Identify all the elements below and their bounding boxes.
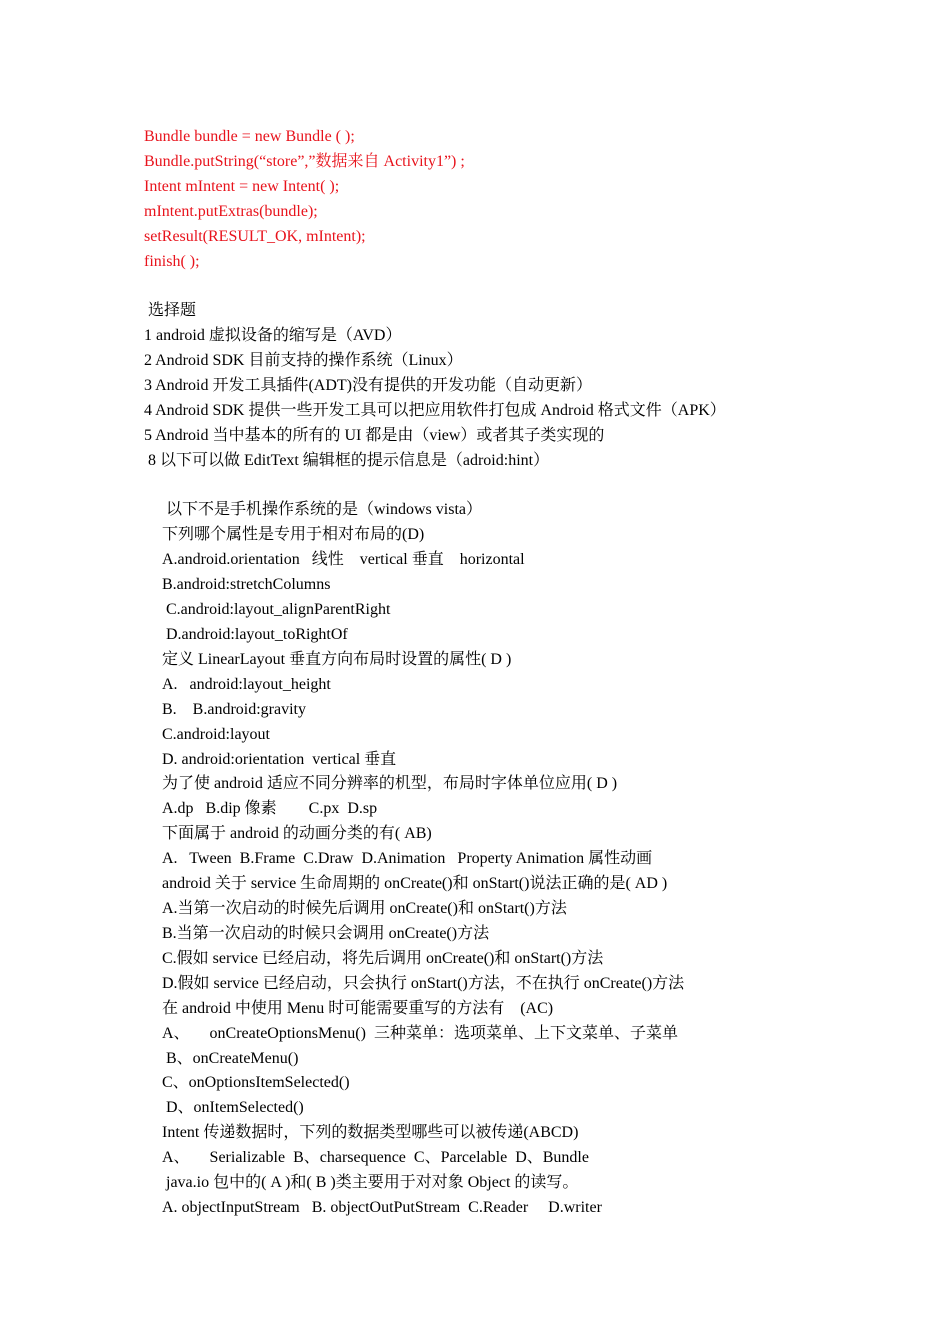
option-line: A. objectInputStream B. objectOutPutStream C.Reader D.writer (162, 1199, 602, 1216)
option-line: D、onItemSelected() (162, 1099, 304, 1116)
option-line: A. Tween B.Frame C.Draw D.Animation Property Animation 属性动画 (162, 850, 653, 867)
code-line: setResult(RESULT_OK, mIntent); (144, 228, 366, 245)
code-line: mIntent.putExtras(bundle); (144, 203, 318, 220)
code-line: Bundle bundle = new Bundle ( ); (144, 128, 355, 145)
question-line: 定义 LinearLayout 垂直方向布局时设置的属性( D ) (162, 651, 512, 668)
code-line: Intent mIntent = new Intent( ); (144, 178, 340, 195)
option-line: B、onCreateMenu() (162, 1050, 299, 1067)
code-line: finish( ); (144, 253, 200, 270)
question-line: Intent 传递数据时，下列的数据类型哪些可以被传递(ABCD) (162, 1124, 579, 1141)
option-line: A.android.orientation 线性 vertical 垂直 horizontal (162, 551, 525, 568)
option-line: A、 onCreateOptionsMenu() 三种菜单：选项菜单、上下文菜单、子菜单 (162, 1025, 678, 1042)
question-line: 下列哪个属性是专用于相对布局的(D) (162, 526, 425, 543)
option-line: D. android:orientation vertical 垂直 (162, 751, 397, 768)
question-line: 以下不是手机操作系统的是（windows vista） (162, 501, 483, 518)
question-line: java.io 包中的( A )和( B )类主要用于对对象 Object 的读写。 (162, 1174, 579, 1191)
code-line: Bundle.putString(“store”,”数据来自 Activity1”) ; (144, 153, 465, 170)
question-line: android 关于 service 生命周期的 onCreate()和 onStart()说法正确的是( AD ) (162, 875, 668, 892)
option-line: A、 Serializable B、charsequence C、Parcelable D、Bundle (162, 1149, 589, 1166)
question-item: 3 Android 开发工具插件(ADT)没有提供的开发功能（自动更新） (144, 377, 592, 394)
option-line: D.假如 service 已经启动，只会执行 onStart()方法，不在执行 onCreate()方法 (162, 975, 685, 992)
section-heading: 选择题 (144, 302, 197, 319)
option-line: C、onOptionsItemSelected() (162, 1074, 350, 1091)
option-line: A. android:layout_height (162, 676, 331, 693)
question-item: 1 android 虚拟设备的缩写是（AVD） (144, 327, 402, 344)
option-line: B. B.android:gravity (162, 701, 306, 718)
question-line: 在 android 中使用 Menu 时可能需要重写的方法有 (AC) (162, 1000, 554, 1017)
question-item: 8 以下可以做 EditText 编辑框的提示信息是（adroid:hint） (144, 452, 550, 469)
option-line: C.假如 service 已经启动，将先后调用 onCreate()和 onStart()方法 (162, 950, 604, 967)
option-line: B.当第一次启动的时候只会调用 onCreate()方法 (162, 925, 490, 942)
option-line: A.当第一次启动的时候先后调用 onCreate()和 onStart()方法 (162, 900, 567, 917)
question-item: 5 Android 当中基本的所有的 UI 都是由（view）或者其子类实现的 (144, 427, 605, 444)
option-line: C.android:layout (162, 726, 270, 743)
question-line: 下面属于 android 的动画分类的有( AB) (162, 825, 432, 842)
option-line: A.dp B.dip 像素 C.px D.sp (162, 800, 378, 817)
question-item: 2 Android SDK 目前支持的操作系统（Linux） (144, 352, 463, 369)
question-line: 为了使 android 适应不同分辨率的机型，布局时字体单位应用( D ) (162, 775, 618, 792)
option-line: C.android:layout_alignParentRight (162, 601, 391, 618)
option-line: D.android:layout_toRightOf (162, 626, 348, 643)
question-item: 4 Android SDK 提供一些开发工具可以把应用软件打包成 Android 格式文件（APK） (144, 402, 726, 419)
option-line: B.android:stretchColumns (162, 576, 331, 593)
